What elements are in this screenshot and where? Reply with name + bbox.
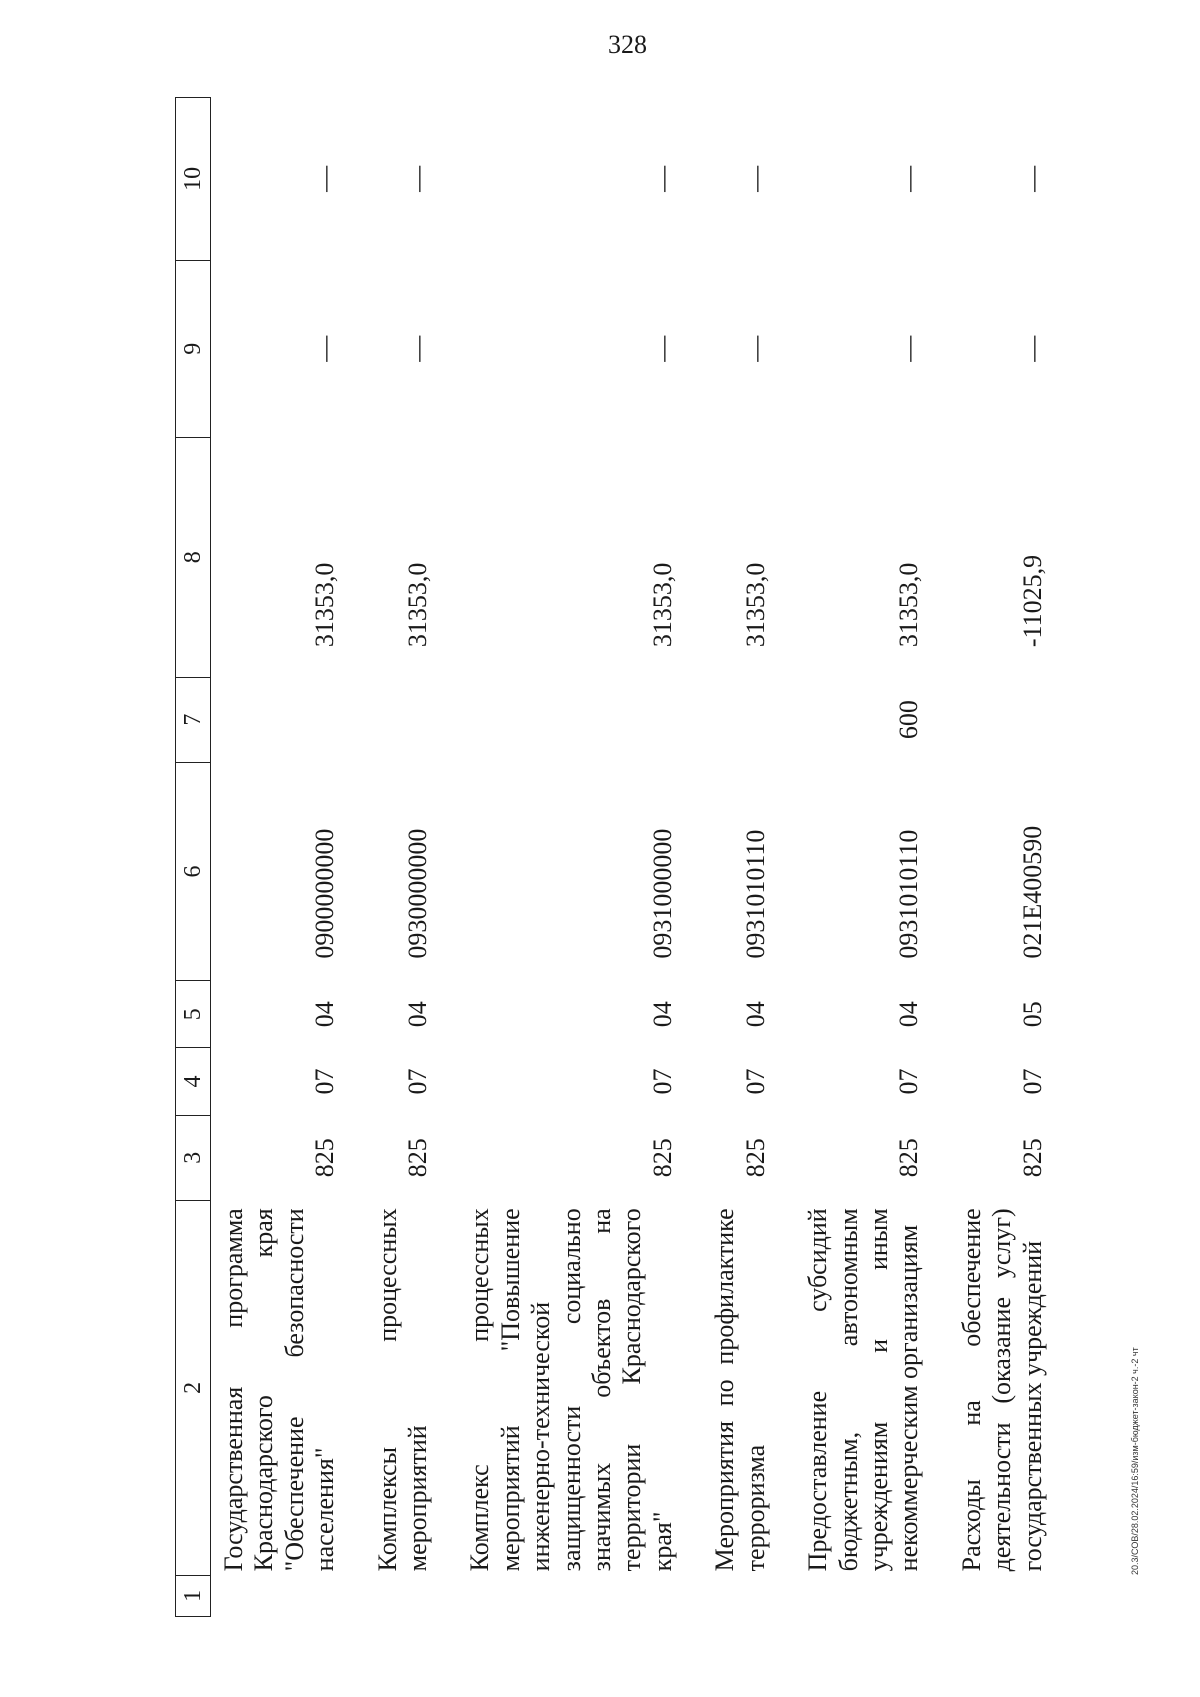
dash-mark: — bbox=[894, 335, 924, 362]
cell-c6: 0931010110 bbox=[740, 829, 770, 959]
header-col-7: 7 bbox=[176, 677, 211, 762]
dash-mark: — bbox=[894, 165, 924, 192]
table-row bbox=[949, 98, 1072, 1617]
cell-c1 bbox=[365, 1575, 458, 1616]
dash-mark: — bbox=[647, 335, 677, 362]
table-body bbox=[211, 98, 1072, 1617]
header-col-4: 4 bbox=[176, 1048, 211, 1115]
cell-c5: 04 bbox=[647, 1001, 677, 1028]
header-col-2: 2 bbox=[176, 1200, 211, 1575]
dash-mark: — bbox=[1017, 165, 1047, 192]
cell-c2: Предоставление субсидий бюджетным, автономным учреждениям и иным некоммерческим организациям bbox=[803, 1208, 924, 1572]
dash-mark: — bbox=[740, 165, 770, 192]
cell-c10-dash bbox=[795, 98, 949, 261]
table-row bbox=[457, 98, 702, 1617]
dash-mark: — bbox=[310, 165, 340, 192]
page-number: 328 bbox=[608, 30, 647, 59]
cell-c4: 07 bbox=[894, 1068, 924, 1095]
cell-c1 bbox=[702, 1575, 795, 1616]
cell-c8: 31353,0 bbox=[740, 562, 770, 648]
cell-c9-dash bbox=[949, 260, 1072, 437]
cell-c3: 825 bbox=[1017, 1138, 1047, 1178]
cell-c1 bbox=[795, 1575, 949, 1616]
cell-c2: Мероприятия по профилактике терроризма bbox=[710, 1208, 770, 1572]
cell-c2: Государственная программа Краснодарского края "Обеспечение безопасности населения" bbox=[219, 1208, 340, 1572]
cell-c4: 07 bbox=[1017, 1068, 1047, 1095]
cell-c1 bbox=[949, 1575, 1072, 1616]
cell-c3: 825 bbox=[647, 1138, 677, 1178]
dash-mark: — bbox=[310, 335, 340, 362]
dash-mark: — bbox=[403, 165, 433, 192]
cell-c3: 825 bbox=[894, 1138, 924, 1178]
header-col-1: 1 bbox=[176, 1575, 211, 1616]
cell-c3: 825 bbox=[740, 1138, 770, 1178]
cell-c10-dash bbox=[457, 98, 702, 261]
cell-c1 bbox=[211, 1575, 365, 1616]
dash-mark: — bbox=[403, 335, 433, 362]
cell-c8: 31353,0 bbox=[647, 562, 677, 648]
cell-c6: 0931000000 bbox=[647, 828, 677, 959]
cell-c1 bbox=[457, 1575, 702, 1616]
table-row bbox=[211, 98, 365, 1617]
cell-c8: 31353,0 bbox=[310, 562, 340, 648]
budget-table bbox=[175, 97, 1072, 1617]
header-col-8: 8 bbox=[176, 437, 211, 677]
cell-c9-dash bbox=[365, 260, 458, 437]
table-row bbox=[702, 98, 795, 1617]
cell-c10-dash bbox=[365, 98, 458, 261]
header-col-9: 9 bbox=[176, 260, 211, 437]
cell-c7 bbox=[457, 677, 702, 762]
cell-c9-dash bbox=[457, 260, 702, 437]
document-footer-code: 20.3/СОВ/28.02.2024/16:59/изм-бюджет-закон-2 ч.-2 чт bbox=[1130, 1347, 1140, 1575]
cell-c3: 825 bbox=[403, 1138, 433, 1178]
cell-c4: 07 bbox=[310, 1068, 340, 1095]
cell-c3: 825 bbox=[310, 1138, 340, 1178]
cell-c6: 0931010110 bbox=[894, 829, 924, 959]
cell-c2: Комплекс процессных мероприятий "Повышение инженерно-технической защищенности социально значимых объектов на территории Краснодарского края" bbox=[465, 1208, 677, 1572]
cell-c10-dash bbox=[702, 98, 795, 261]
header-col-5: 5 bbox=[176, 981, 211, 1048]
cell-c5: 04 bbox=[310, 1001, 340, 1028]
cell-c4: 07 bbox=[403, 1068, 433, 1095]
cell-c10-dash bbox=[211, 98, 365, 261]
cell-c7 bbox=[365, 677, 458, 762]
cell-c6: 0930000000 bbox=[403, 828, 433, 959]
cell-c4: 07 bbox=[740, 1068, 770, 1095]
cell-c5: 04 bbox=[403, 1001, 433, 1028]
cell-c2: Расходы на обеспечение деятельности (оказание услуг) государственных учреждений bbox=[956, 1208, 1047, 1572]
cell-c5: 05 bbox=[1017, 1001, 1047, 1028]
cell-c5: 04 bbox=[740, 1001, 770, 1028]
cell-c4: 07 bbox=[647, 1068, 677, 1095]
cell-c9-dash bbox=[702, 260, 795, 437]
table-row bbox=[795, 98, 949, 1617]
cell-c6: 0900000000 bbox=[310, 828, 340, 959]
cell-c9-dash bbox=[795, 260, 949, 437]
cell-c7: 600 bbox=[894, 700, 924, 740]
table-header-row bbox=[176, 98, 211, 1617]
cell-c8: 31353,0 bbox=[894, 562, 924, 648]
cell-c7 bbox=[949, 677, 1072, 762]
header-col-3: 3 bbox=[176, 1115, 211, 1200]
cell-c8: 31353,0 bbox=[403, 562, 433, 648]
cell-c10-dash bbox=[949, 98, 1072, 261]
dash-mark: — bbox=[1017, 335, 1047, 362]
header-col-10: 10 bbox=[176, 98, 211, 261]
rotated-table-region bbox=[175, 0, 1045, 1617]
dash-mark: — bbox=[647, 165, 677, 192]
dash-mark: — bbox=[740, 335, 770, 362]
cell-c6: 021E400590 bbox=[1017, 825, 1047, 959]
cell-c8: -11025,9 bbox=[1017, 554, 1047, 648]
table-row bbox=[365, 98, 458, 1617]
cell-c5: 04 bbox=[894, 1001, 924, 1028]
cell-c9-dash bbox=[211, 260, 365, 437]
cell-c2: Комплексы процессных мероприятий bbox=[372, 1208, 433, 1572]
header-col-6: 6 bbox=[176, 762, 211, 980]
cell-c7 bbox=[702, 677, 795, 762]
cell-c7 bbox=[211, 677, 365, 762]
